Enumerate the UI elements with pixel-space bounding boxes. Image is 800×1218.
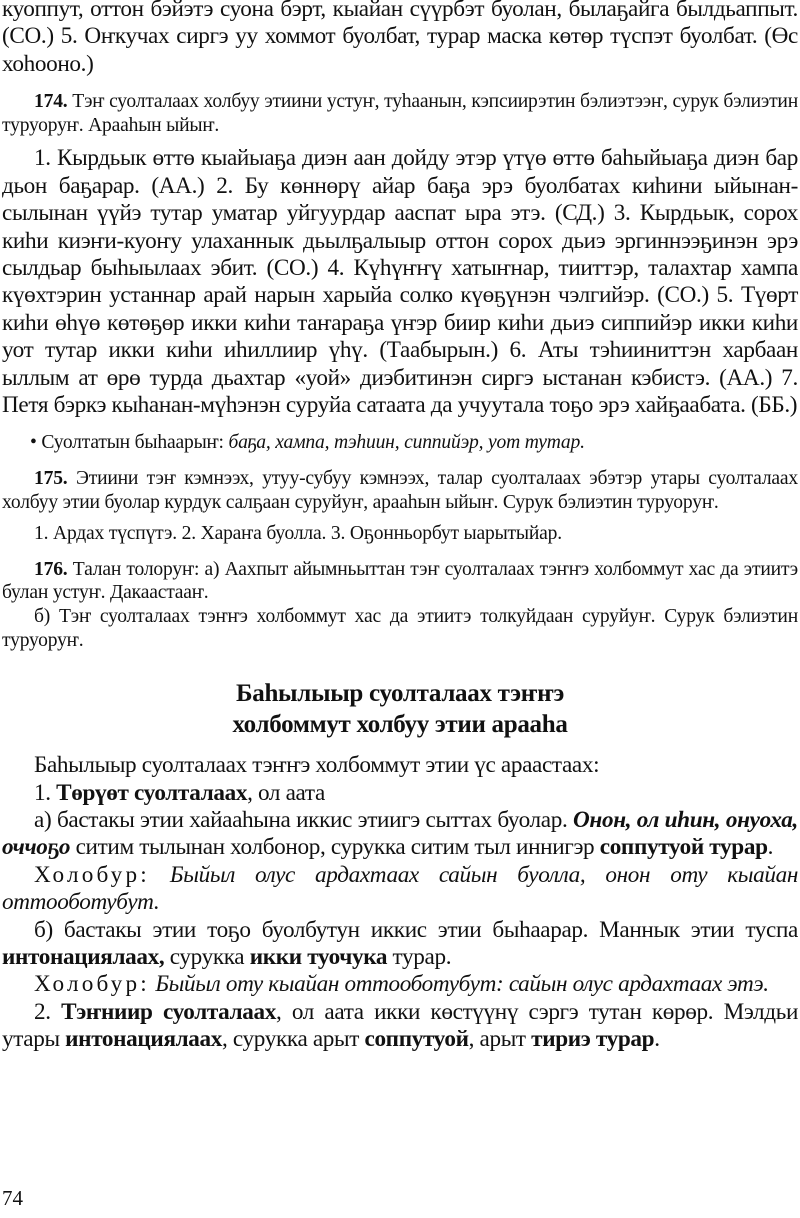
instruction-text: Этиини тэҥ кэмнээх, утуу-субуу кэмнээх, талар суолталаах эбэтэр утары суолталаах холбуу этии буолар курдук салҕаан суруйуҥ, араaһын ыйыҥ. Сурук бэлиэтин туруоруҥ. — [2, 468, 798, 513]
section-intro: Баһылыыр суолталаах тэҥҥэ холбоммут этии үс араастаах: — [34, 752, 600, 779]
conjunction-words: Онон, ол иһин, онуоха, оччоҕо — [2, 807, 798, 861]
item-2-text-2: , сурукка арыт — [222, 1026, 365, 1053]
exercise-176-part-b: б) Тэҥ суолталаах тэҥҥэ холбоммут хас да этиитэ толкуйдаан суруйуҥ. Сурук бэлиэтин туруоруҥ. — [2, 606, 798, 651]
item-1b-bold-2: икки туочука — [249, 944, 388, 971]
section-item-1b — [2, 917, 798, 972]
section-heading-line-2: холбоммут холбуу этии арааһа — [232, 711, 568, 739]
section-item-2 — [2, 999, 798, 1054]
item-2-bold-1: интонациялаах — [65, 1026, 223, 1053]
exercise-175-text: 1. Ардах түспүтэ. 2. Хараҥа буолла. 3. Оҕонньорбут ыарытыйар. — [34, 523, 562, 545]
exercise-number: 175. — [34, 468, 68, 490]
item-2-bold-3: тириэ турар — [531, 1026, 655, 1053]
item-1b-middle: сурукка — [164, 944, 250, 971]
item-number: 2. — [34, 998, 62, 1025]
item-number: 1. — [34, 779, 57, 806]
example-1 — [2, 862, 798, 917]
item-1b-bold-1: интонациялаах, — [2, 944, 165, 971]
page-number: 74 — [2, 1186, 23, 1210]
section-heading — [2, 678, 798, 740]
item-2-end: . — [654, 1026, 660, 1053]
item-term: Тэҥниир суолталаах — [61, 998, 277, 1025]
example-label: Холобур: — [34, 861, 150, 888]
section-item-1a — [2, 807, 798, 862]
item-1a-start: а) бастакы этии хайааһына иккис этиигэ сыттах буолар. — [34, 807, 574, 834]
section-item-1 — [2, 780, 798, 807]
instruction-text: Тэҥ суолталаах холбуу этиини устуҥ, туһаанын, кэпсиирэтин бэлиэтээҥ, сурук бэлиэтин туруоруҥ. Арааһын ыйыҥ. — [2, 91, 799, 136]
exercise-175-instruction — [2, 467, 798, 514]
item-term: Төрүөт суолталаах — [56, 779, 248, 806]
item-1a-bold: соппутуой турар — [599, 834, 768, 861]
continuation-paragraph: куоппут, оттон бэйэтэ суона бэрт, кыайан сүүрбэт буолан, былаҕайга былдьаппыт. (СО.) 5. Оҥкучах сиргэ уу хоммот буолбат, турар маска көтөр түспэт буолбат. (Өс хоһооно.) — [2, 0, 798, 77]
item-rest: , ол аата — [247, 779, 325, 806]
note-words: баҕа, хампа, тэһиин, сиппийэр, уот тутар. — [228, 432, 585, 454]
exercise-174-text: 1. Кырдьык өттө кыайыаҕа диэн аан дойду этэр үтүө өттө баһыйыаҕа диэн бар дьон баҕарар. (АА.) 2. Бу көннөрү айар баҕа эрэ буолбатах киһини ыйынан-сылынан үүйэ тутар уматар уйгуурдар ааспат ыра этэ. (СД.) 3. Кырдьык, сорох киһи киэҥи-куоҥу улаханнык дьылҕалыыр оттон сорох дьиэ эргиннээҕинэн эрэ сылдьар быһыылаах эбит. (СО.) 4. Күһүҥҥү хатыҥнар, тииттэр, талахтар хампа күөхтэрин устаннар арай нарын харыйа солко күөҕүнэн чэлгийэр. (СО.) 5. Түөрт киһи өһүө көтөҕөр икки киһи таҥараҕа үҥэр биир киһи дьиэ сиппийэр икки киһи уот тутар икки киһи иһиллиир үһү. (Таабырын.) 6. Аты тэһииниттэн харбаан ыллым ат өрө турда дьахтар «уой» диэбитинэн сиргэ ыстанан кэбистэ. (АА.) 7. Петя бэркэ кыһанан-мүһэнэн суруйа сатаата да учуутала тоҕо эрэ хайҕаабата. (ББ.) — [2, 145, 798, 419]
item-2-text-3: , арыт — [468, 1026, 532, 1053]
exercise-number: 174. — [34, 91, 68, 113]
item-1a-middle: ситим тылынан холбонор, сурукка ситим тыл иннигэр — [70, 834, 600, 861]
item-2-text-1: , ол аата икки көстүүнү сэргэ тутан көрөр. Мэлдьи утары — [2, 998, 799, 1053]
item-1a-end: . — [767, 834, 774, 861]
part-a-text: Талан толоруҥ: а) Аахпыт айымньыттан тэҥ суолталаах тэҥҥэ холбоммут хас да этиитэ булан устуҥ. Дакаастааҥ. — [2, 558, 798, 604]
exercise-176-part-a — [2, 558, 798, 605]
item-2-bold-2: соппутуой — [364, 1026, 469, 1053]
item-1b-start: б) бастакы этии тоҕо буолбутун иккис этии быһаарар. Маннык этии туспа — [34, 916, 798, 943]
example-label: Холобур: — [34, 971, 150, 998]
exercise-174-instruction — [2, 90, 798, 137]
item-1b-end: турар. — [387, 944, 452, 971]
example-text: Быйыл оту кыайан оттооботубут: сайын олус ардахтаах этэ. — [149, 971, 769, 998]
section-heading-line-1: Баһылыыр суолталаах тэҥҥэ — [236, 680, 564, 708]
note-prefix: • Суолтатын быһаарыҥ: — [30, 432, 229, 454]
exercise-number: 176. — [34, 558, 68, 580]
exercise-174-note — [2, 431, 798, 455]
example-text: Быйыл олус ардахтаах сайын буолла, онон оту кыайан оттооботубут. — [2, 861, 798, 916]
example-2 — [2, 971, 798, 998]
